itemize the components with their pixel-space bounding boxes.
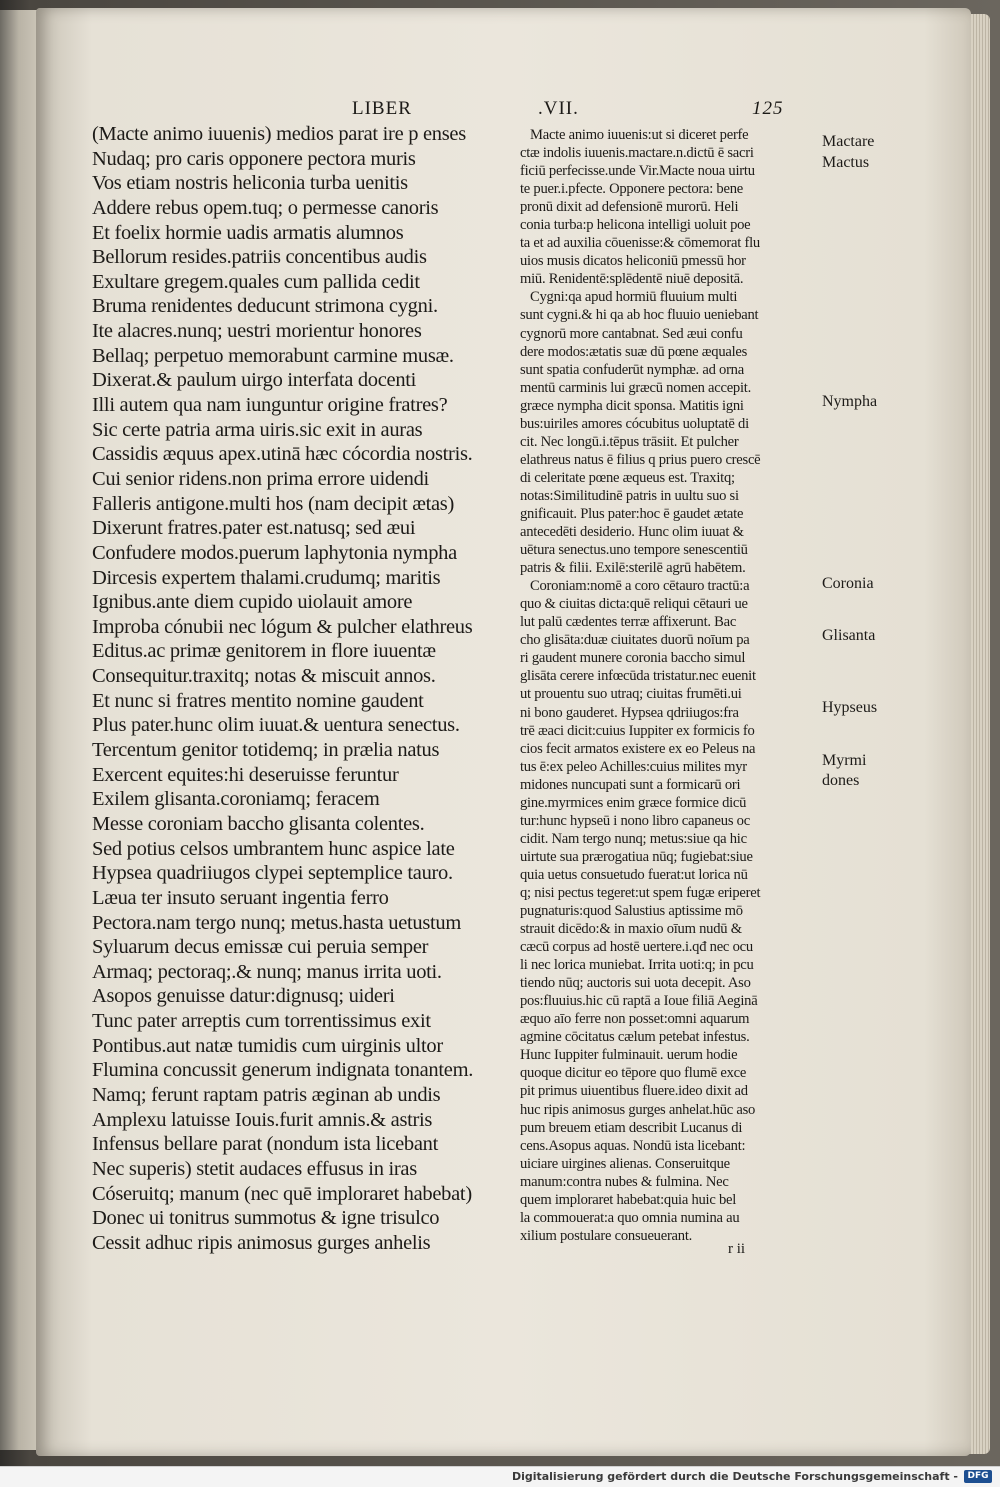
footer-credit: Digitalisierung gefördert durch die Deutsche Forschungsgemeinschaft - (511, 1470, 958, 1483)
commentary-line: ta et ad auxilia cōuenisse:& cōmemorat flu (520, 235, 760, 252)
verse-line: Exultare gregem.quales cum pallida cedit (92, 270, 420, 293)
commentary-line: Macte animo iuuenis:ut si diceret perfe (530, 127, 749, 143)
marginal-note: Coronia (822, 575, 874, 592)
commentary-line: uios musis dicatos heliconiū pmessū hor (520, 253, 746, 270)
verse-line: Infensus bellare parat (nondum ista licebant (92, 1133, 438, 1156)
marginal-note: Hypseus (822, 699, 878, 716)
commentary-line: ficiū perfecisse.unde Vir.Macte noua uirtu (520, 163, 755, 180)
verse-line: Tercentum genitor totidemq; in prælia natus (92, 739, 440, 762)
verse-line: Dircesis expertem thalami.crudumq; maritis (92, 566, 441, 589)
verse-line: Confudere modos.puerum laphytonia nympha (92, 541, 457, 564)
commentary-line: uētura senectus.uno tempore senescentiū (520, 542, 748, 559)
verse-line: Donec ui tonitrus summotus & igne trisulco (92, 1207, 440, 1230)
running-head (352, 98, 822, 122)
commentary-line: cens.Asopus aquas. Nondū ista licebant: (520, 1137, 746, 1154)
verse-line: Vos etiam nostris heliconia turba uenitis (92, 172, 408, 195)
verse-line: Dixerunt fratres.pater est.natusq; sed æui (92, 517, 416, 540)
verse-line: Flumina concussit generum indignata tonantem. (92, 1059, 474, 1082)
verse-line: Cessit adhuc ripis animosus gurges anhelis (92, 1231, 431, 1254)
verse-line: Sed potius celsos umbrantem hunc aspice late (92, 837, 455, 860)
commentary-line: midones nuncupati sunt a formicarū ori (520, 776, 741, 793)
commentary-line: quoque dicitur eo tēpore quo flumē exce (520, 1065, 747, 1082)
commentary-line: ni bono gauderet. Hypsea qdriiugos:fra (520, 704, 739, 721)
commentary-line: cygnorū more cantabnat. Sed æui confu (520, 325, 743, 342)
verse-line: Plus pater.hunc olim iuuat.& uentura senectus. (92, 714, 460, 737)
commentary-line: sunt cygni.& hi qa ab hoc fluuio ueniebant (520, 307, 759, 324)
dfg-logo: DFG (964, 1470, 992, 1483)
commentary-line: ri gaudent munere coronia baccho simul (520, 650, 746, 667)
commentary-line: pugnaturis:quod Salustius aptissime mō (520, 903, 743, 920)
commentary-line: la commouerat:a quo omnia numina au (520, 1209, 740, 1226)
verse-line: Namq; ferunt raptam patris æginan ab undis (92, 1083, 441, 1106)
verse-line: Improba cónubii nec lógum & pulcher elathreus (92, 615, 473, 638)
running-head-book-number: .VII. (538, 98, 579, 119)
commentary-line: Cygni:qa apud hormiū fluuium multi (530, 289, 738, 306)
commentary-line: quem imploraret habebat:quia huic bel (520, 1191, 737, 1208)
verse-line: Hypsea quadriiugos clypei septemplice tauro. (92, 862, 453, 885)
commentary-line: tus ē:ex peleo Achilles:cuius milites myr (520, 758, 747, 775)
verse-text-column (92, 122, 512, 1255)
verse-line: Cui senior ridens.non prima errore uidendi (92, 467, 429, 490)
verse-line: Falleris antigone.multi hos (nam decipit ætas) (92, 492, 454, 515)
commentary-line: tiendo nūq; auctoris sui uota decepit. Aso (520, 975, 751, 992)
verse-line: Bruma renidentes deducunt strimona cygni. (92, 295, 438, 318)
commentary-line: ut prouentu suo utraq; ciuitas frumēti.ui (520, 686, 742, 703)
verse-line: Pectora.nam tergo nunq; metus.hasta uetustum (92, 911, 462, 934)
commentary-line: uiciare uirgines alienas. Conseruitque (520, 1155, 730, 1172)
commentary-line: strauit dicēdo:& in maxio oīum nudū & (520, 921, 742, 938)
verse-line: Illi autem qua nam iunguntur origine fratres? (92, 394, 448, 417)
commentary-line: notas:Similitudinē patris in uultu suo si (520, 487, 739, 504)
marginal-note: dones (822, 772, 860, 789)
marginal-note: Nympha (822, 393, 878, 410)
commentary-line: huc ripis animosus gurges anhelat.hūc aso (520, 1101, 756, 1118)
verse-line: Sic certe patria arma uiris.sic exit in auras (92, 418, 423, 441)
commentary-line: lut palū cædentes terræ affixerunt. Bac (520, 614, 737, 631)
commentary-line: cios fecit armatos existere ex eo Peleus na (520, 740, 756, 757)
marginal-note: Myrmi (822, 752, 867, 769)
commentary-line: æquo aīo ferre non posset:omni aquarum (520, 1011, 750, 1028)
verse-line: Syluarum decus emissæ cui peruia semper (92, 936, 429, 959)
commentary-line: te puer.i.pfecte. Opponere pectora: bene (520, 181, 743, 198)
verse-line: Bellaq; perpetuo memorabunt carmine musæ. (92, 344, 454, 367)
verse-line: Cassidis æquus apex.utinā hæc cócordia nostris. (92, 443, 473, 466)
verse-line: Exercent equites:hi deseruisse feruntur (92, 763, 399, 786)
commentary-line: quia uetus consuetudo fuerat:ut lorica nū (520, 866, 748, 883)
verse-line: Bellorum resides.patriis concentibus audis (92, 246, 427, 269)
commentary-line: pronū dixit ad defensionē murorū. Heli (520, 199, 739, 216)
commentary-line: manum:contra nubes & fulmina. Nec (520, 1173, 729, 1190)
verse-line: (Macte animo iuuenis) medios parat ire p enses (92, 123, 466, 145)
commentary-line: tur:hunc hypseū i nono libro capaneus oc (520, 812, 750, 829)
commentary-line: cidit. Nam tergo nunq; metus:siue qa hic (520, 830, 747, 847)
commentary-line: elathreus natus ē filius q prius puero crescē (520, 451, 761, 468)
commentary-line: trē æaci dicit:cuius Iuppiter ex formicis fo (520, 722, 755, 739)
commentary-line: antecedēti desiderio. Hunc olim iuuat & (520, 524, 744, 541)
verse-line: Et nunc si fratres mentito nomine gaudent (92, 689, 424, 712)
commentary-line: sunt spatia confuderūt nymphæ. ad orna (520, 361, 744, 378)
verse-line: Armaq; pectoraq;.& nunq; manus irrita uoti. (92, 960, 442, 983)
commentary-line: cit. Nec longū.i.tēpus trāsiit. Et pulcher (520, 433, 739, 450)
commentary-line: di celeritate pœne æqueus est. Traxitq; (520, 469, 735, 486)
commentary-line: miū. Renidentē:splēdentē niuē depositā. (520, 271, 744, 288)
commentary-line: conia turba:p helicona intelligi uoluit poe (520, 217, 751, 234)
commentary-line: Hunc Iuppiter fulminauit. uerum hodie (520, 1047, 738, 1064)
commentary-line: xilium postulare consueuerant. (520, 1227, 693, 1244)
commentary-line: agmine cōcitatus cælum petebat infestus. (520, 1029, 750, 1046)
verse-line: Ite alacres.nunq; uestri morientur honores (92, 320, 422, 343)
commentary-line: græce nympha dicit sponsa. Matitis igni (520, 397, 744, 414)
commentary-line: q; nisi pectus tegeret:ut spem fugæ eriperet (520, 884, 761, 901)
commentary-line: glisāta cerere infœcūda tristatur.nec euenit (520, 668, 756, 685)
verse-line: Consequitur.traxitq; notas & miscuit annos. (92, 665, 436, 688)
commentary-line: ctæ indolis iuuenis.mactare.n.dictū ē sacri (520, 145, 754, 162)
signature-mark: r ii (728, 1241, 746, 1257)
commentary-line: uirtute sua prærogatiua nūq; fugiebat:siue (520, 848, 753, 865)
commentary-line: mentū carminis lui græcū nomen accepit. (520, 379, 751, 396)
commentary-line: Coroniam:nomē a coro cētauro tractū:a (530, 578, 750, 595)
marginal-note: Mactare (822, 133, 875, 150)
footer-bar (0, 1466, 1000, 1487)
verse-line: Et foelix hormie uadis armatis alumnos (92, 221, 404, 244)
commentary-line: dere modos:ætatis suæ dū pœne æquales (520, 343, 748, 360)
verse-line: Cóseruitq; manum (nec quē imploraret habebat) (92, 1182, 472, 1205)
verse-line: Nudaq; pro caris opponere pectora muris (92, 147, 416, 170)
verse-line: Addere rebus opem.tuq; o permesse canoris (92, 196, 439, 219)
verse-line: Ignibus.ante diem cupido uiolauit amore (92, 591, 413, 614)
verse-line: Editus.ac primæ genitorem in flore iuuentæ (92, 640, 436, 663)
commentary-line: pit primus uiuentibus fluere.ideo dixit ad (520, 1083, 748, 1100)
commentary-line: gnificauit. Plus pater:hoc ē gaudet ætate (520, 505, 744, 522)
running-head-liber: LIBER (352, 98, 412, 119)
commentary-line: pos:fluuius.hic cū raptā a Ioue filiā Aeginā (520, 993, 758, 1010)
marginal-note: Glisanta (822, 627, 876, 644)
verse-line: Asopos genuisse datur:dignusq; uideri (92, 985, 395, 1008)
commentary-line: cho glisāta:duæ ciuitates duorū noīum pa (520, 632, 750, 649)
verse-line: Nec superis) stetit audaces effusus in iras (92, 1157, 417, 1180)
commentary-line: cæcū corpus ad hostē uertere.i.qđ nec ocu (520, 939, 753, 956)
commentary-line: quo & ciuitas dicta:quē reliqui cētauri ue (520, 596, 748, 613)
commentary-line: gine.myrmices enim græce formice dicū (520, 794, 747, 811)
verse-line: Læua ter insuto seruant ingentia ferro (92, 886, 389, 909)
verse-line: Dixerat.& paulum uirgo interfata docenti (92, 369, 417, 392)
commentary-line: li nec lorica muniebat. Irrita uoti:q; in pcu (520, 957, 754, 974)
commentary-line: pum breuem etiam describit Lucanus di (520, 1119, 743, 1136)
verse-line: Messe coroniam baccho glisanta colentes. (92, 812, 425, 835)
commentary-line: patris & filii. Exilē:sterilē agrū habētem. (520, 560, 746, 577)
commentary-line: bus:uiriles amores cócubitus uoluptatē di (520, 415, 749, 432)
folio-number: 125 (752, 98, 784, 119)
page-stack-edge (968, 14, 990, 1454)
marginal-note: Mactus (822, 154, 870, 171)
commentary-column (520, 126, 820, 1245)
verse-line: Tunc pater arreptis cum torrentissimus exit (92, 1010, 431, 1033)
verse-line: Amplexu latuisse Iouis.furit amnis.& astris (92, 1108, 433, 1131)
verse-line: Exilem glisanta.coroniamq; feracem (92, 788, 380, 811)
verse-line: Pontibus.aut natæ tumidis cum uirginis ultor (92, 1034, 443, 1057)
